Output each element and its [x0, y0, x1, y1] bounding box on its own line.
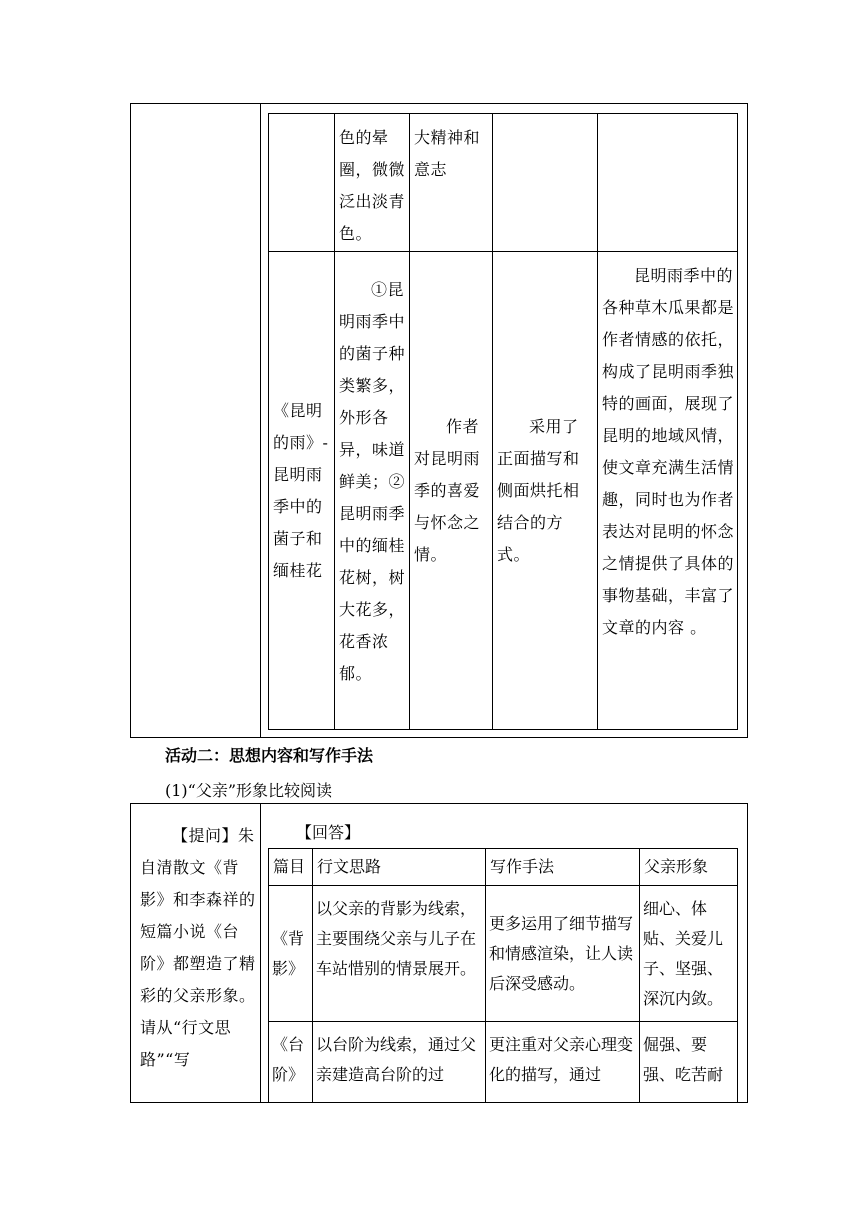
table2-row2-father: 倔强、要强、吃苦耐: [643, 1035, 724, 1084]
table2-header-structure: 行文思路: [317, 857, 382, 876]
table1-row2-function: 昆明雨季中的各种草木瓜果都是作者情感的依托，构成了昆明雨季独特的画面，展现了昆明的地域风情，使文章充满生活情趣，同时也为作者表达对昆明的怀念之情提供了具体的事物基础，丰富了文章的内容 。: [602, 266, 735, 637]
outer-table-1-divider: [260, 103, 261, 738]
question-text: 【提问】朱自清散文《背影》和李森祥的短篇小说《台阶》都塑造了精彩的父亲形象。请从“行文思路”“写: [140, 826, 256, 1069]
table2-row2-title: 《台阶》: [272, 1035, 305, 1084]
table1-row2-title: 《昆明的雨》-昆明雨季中的菌子和缅桂花: [273, 401, 329, 580]
activity2-subheading: (1)“父亲”形象比较阅读: [165, 781, 333, 800]
outer-table-2-divider: [260, 803, 261, 1103]
table1-row1-col5: [598, 114, 738, 122]
table1-row1-col3: 大精神和意志: [414, 128, 481, 179]
inner-table-2-hline: [268, 1021, 738, 1022]
table2-header-father: 父亲形象: [644, 857, 709, 876]
table2-row1-structure: 以父亲的背影为线索，主要围绕父亲与儿子在车站惜别的情景展开。: [316, 899, 477, 978]
table1-row1-col2: 色的晕圈，微微泛出淡青色。: [339, 128, 406, 243]
table2-row1-technique: 更多运用了细节描写和情感渲染，让人读后深受感动。: [489, 913, 634, 993]
activity2-heading: 活动二：思想内容和写作手法: [165, 746, 374, 765]
table2-header-title: 篇目: [273, 857, 306, 876]
table2-row1-father: 细心、体贴、关爱儿子、坚强、深沉内敛。: [643, 899, 724, 1008]
table1-row2-content: ①昆明雨季中的菌子种类繁多，外形各异，味道鲜美；②昆明雨季中的缅桂花树，树大花多，花香浓郁。: [339, 280, 406, 683]
table2-row1-title: 《背影》: [272, 928, 305, 978]
table2-row2-technique: 更注重对父亲心理变化的描写，通过: [489, 1035, 634, 1084]
table2-row2-structure: 以台阶为线索，通过父亲建造高台阶的过: [316, 1035, 477, 1084]
table1-row2-technique: 采用了正面描写和侧面烘托相结合的方式。: [497, 417, 580, 564]
table2-header-technique: 写作手法: [490, 857, 555, 876]
table1-row2-emotion: 作者对昆明雨季的喜爱与怀念之情。: [414, 417, 481, 564]
table1-row1-col4: [493, 114, 597, 122]
answer-label: 【回答】: [296, 823, 361, 842]
